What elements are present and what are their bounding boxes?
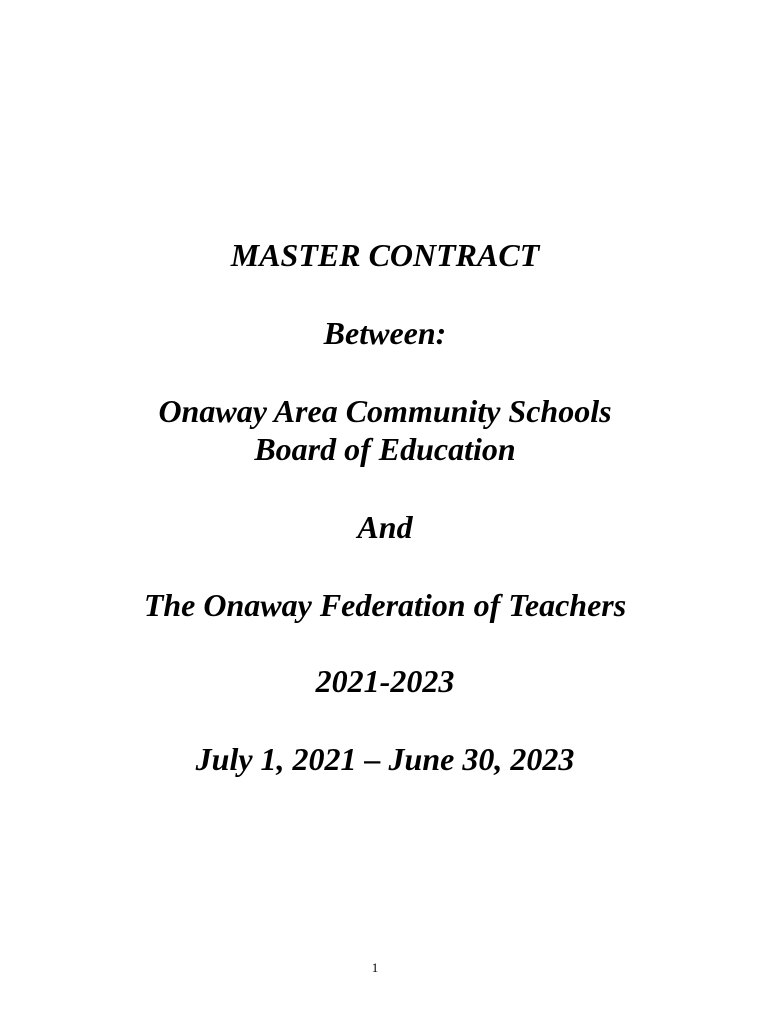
page-number: 1 [371, 960, 379, 975]
between-label: Between: [323, 315, 447, 351]
party-one-name: Onaway Area Community Schools [158, 393, 612, 429]
party-one-board: Board of Education [254, 431, 516, 467]
document-title: MASTER CONTRACT [230, 237, 540, 273]
and-label: And [357, 509, 413, 545]
party-two-name: The Onaway Federation of Teachers [143, 587, 627, 623]
contract-term-dates: July 1, 2021 – June 30, 2023 [195, 741, 575, 777]
contract-years: 2021-2023 [315, 663, 455, 699]
